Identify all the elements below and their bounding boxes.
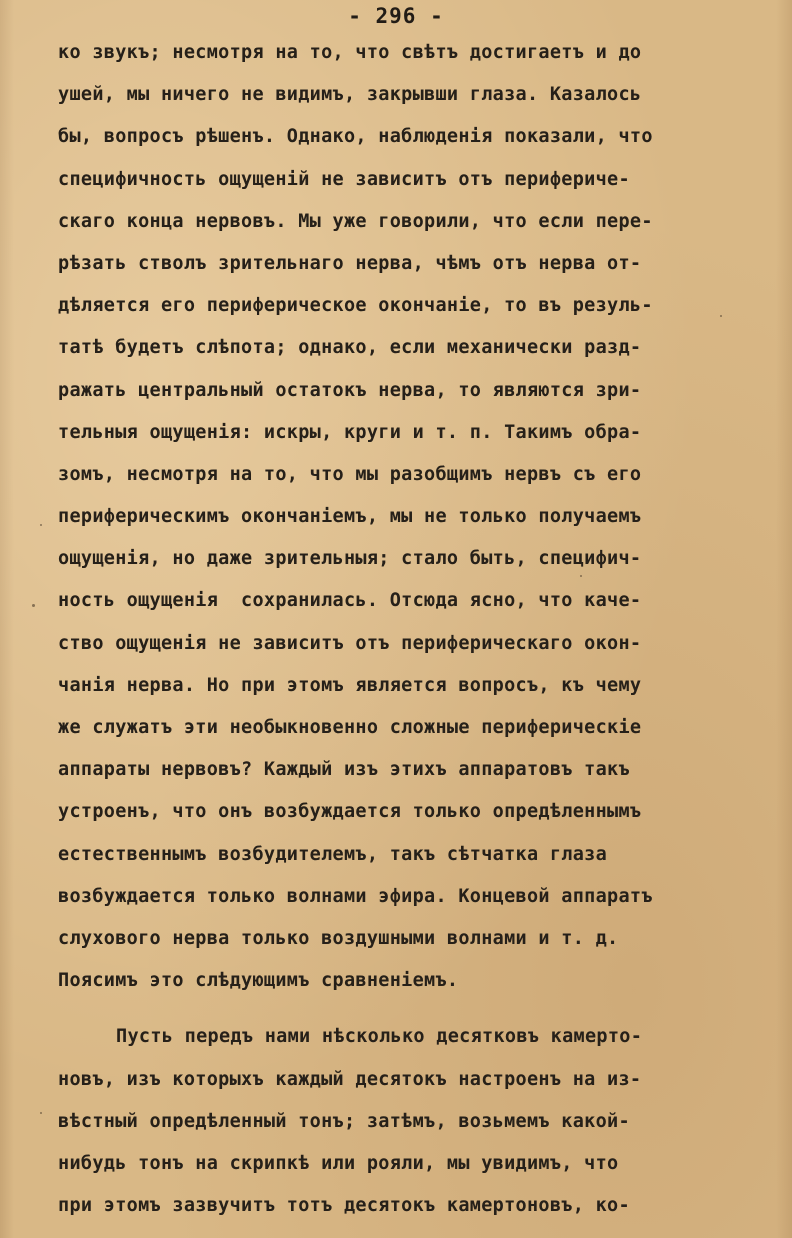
text-line: ощущенія, но даже зрительныя; стало быть, специфич- — [58, 548, 642, 570]
paragraph-1 — [58, 32, 768, 1002]
paper-speck — [720, 315, 722, 317]
text-line: слухового нерва только воздушными волнами и т. д. — [58, 927, 619, 949]
paper-speck — [40, 1112, 42, 1114]
paper-speck — [40, 524, 42, 526]
text-line: аппараты нервовъ? Каждый изъ этихъ аппаратовъ такъ — [58, 759, 630, 781]
paragraph-2 — [58, 1016, 768, 1227]
text-line: новъ, изъ которыхъ каждый десятокъ настроенъ на из- — [58, 1068, 642, 1090]
text-line: устроенъ, что онъ возбуждается только опредѣленнымъ — [58, 801, 642, 823]
text-line: специфичность ощущенiй не зависитъ отъ перифериче- — [58, 168, 630, 190]
body-text — [58, 32, 768, 1227]
text-line: Поясимъ это слѣдующимъ сравненіемъ. — [58, 970, 459, 992]
text-line: дѣляется его периферическое окончаніе, то въ резуль- — [58, 295, 653, 317]
text-line: ражать центральный остатокъ нерва, то являются зри- — [58, 379, 642, 401]
text-line: чанія нерва. Но при этомъ является вопросъ, къ чему — [58, 674, 642, 696]
text-line: татѣ будетъ слѣпота; однако, если механически разд- — [58, 337, 642, 359]
text-line: тельныя ощущенія: искры, круги и т. п. Такимъ обра- — [58, 421, 642, 443]
text-line: ность ощущенія сохранилась. Отсюда ясно, что каче- — [58, 590, 642, 612]
text-line: ство ощущенія не зависитъ отъ периферическаго окон- — [58, 632, 642, 654]
text-line: бы, вопросъ рѣшенъ. Однако, наблюденія показали, что — [58, 126, 653, 148]
text-line: периферическимъ окончаніемъ, мы не только получаемъ — [58, 506, 642, 528]
text-line: естественнымъ возбудителемъ, такъ сѣтчатка глаза — [58, 843, 608, 865]
text-line: нибудь тонъ на скрипкѣ или рояли, мы увидимъ, что — [58, 1152, 619, 1174]
text-line: Пусть передъ нами нѣсколько десятковъ камерто- — [116, 1026, 643, 1048]
text-line: же служатъ эти необыкновенно сложныe периферическiе — [58, 717, 642, 738]
text-line: ко звукъ; несмотря на то, что свѣтъ достигаетъ и до — [58, 42, 642, 63]
text-line: при этомъ зазвучитъ тотъ десятокъ камертоновъ, ко- — [58, 1195, 630, 1217]
text-line: скаго конца нервовъ. Мы уже говорили, что если пере- — [58, 210, 653, 232]
text-line: рѣзать стволъ зрительнаго нерва, чѣмъ отъ нерва от- — [58, 252, 642, 274]
paper-speck — [580, 575, 582, 577]
paper-speck — [32, 604, 35, 607]
text-line: возбуждается только волнами эфира. Концевой аппаратъ — [58, 885, 653, 907]
text-line: вѣстный опредѣленный тонъ; затѣмъ, возьмемъ какой- — [58, 1110, 630, 1132]
paragraph-gap — [58, 1002, 768, 1016]
text-line: зомъ, несмотря на то, что мы разобщимъ нервъ съ его — [58, 463, 642, 485]
page-number: - 296 - — [348, 4, 444, 28]
text-line: ушей, мы ничего не видимъ, закрывши глаза. Казалось — [58, 84, 642, 106]
